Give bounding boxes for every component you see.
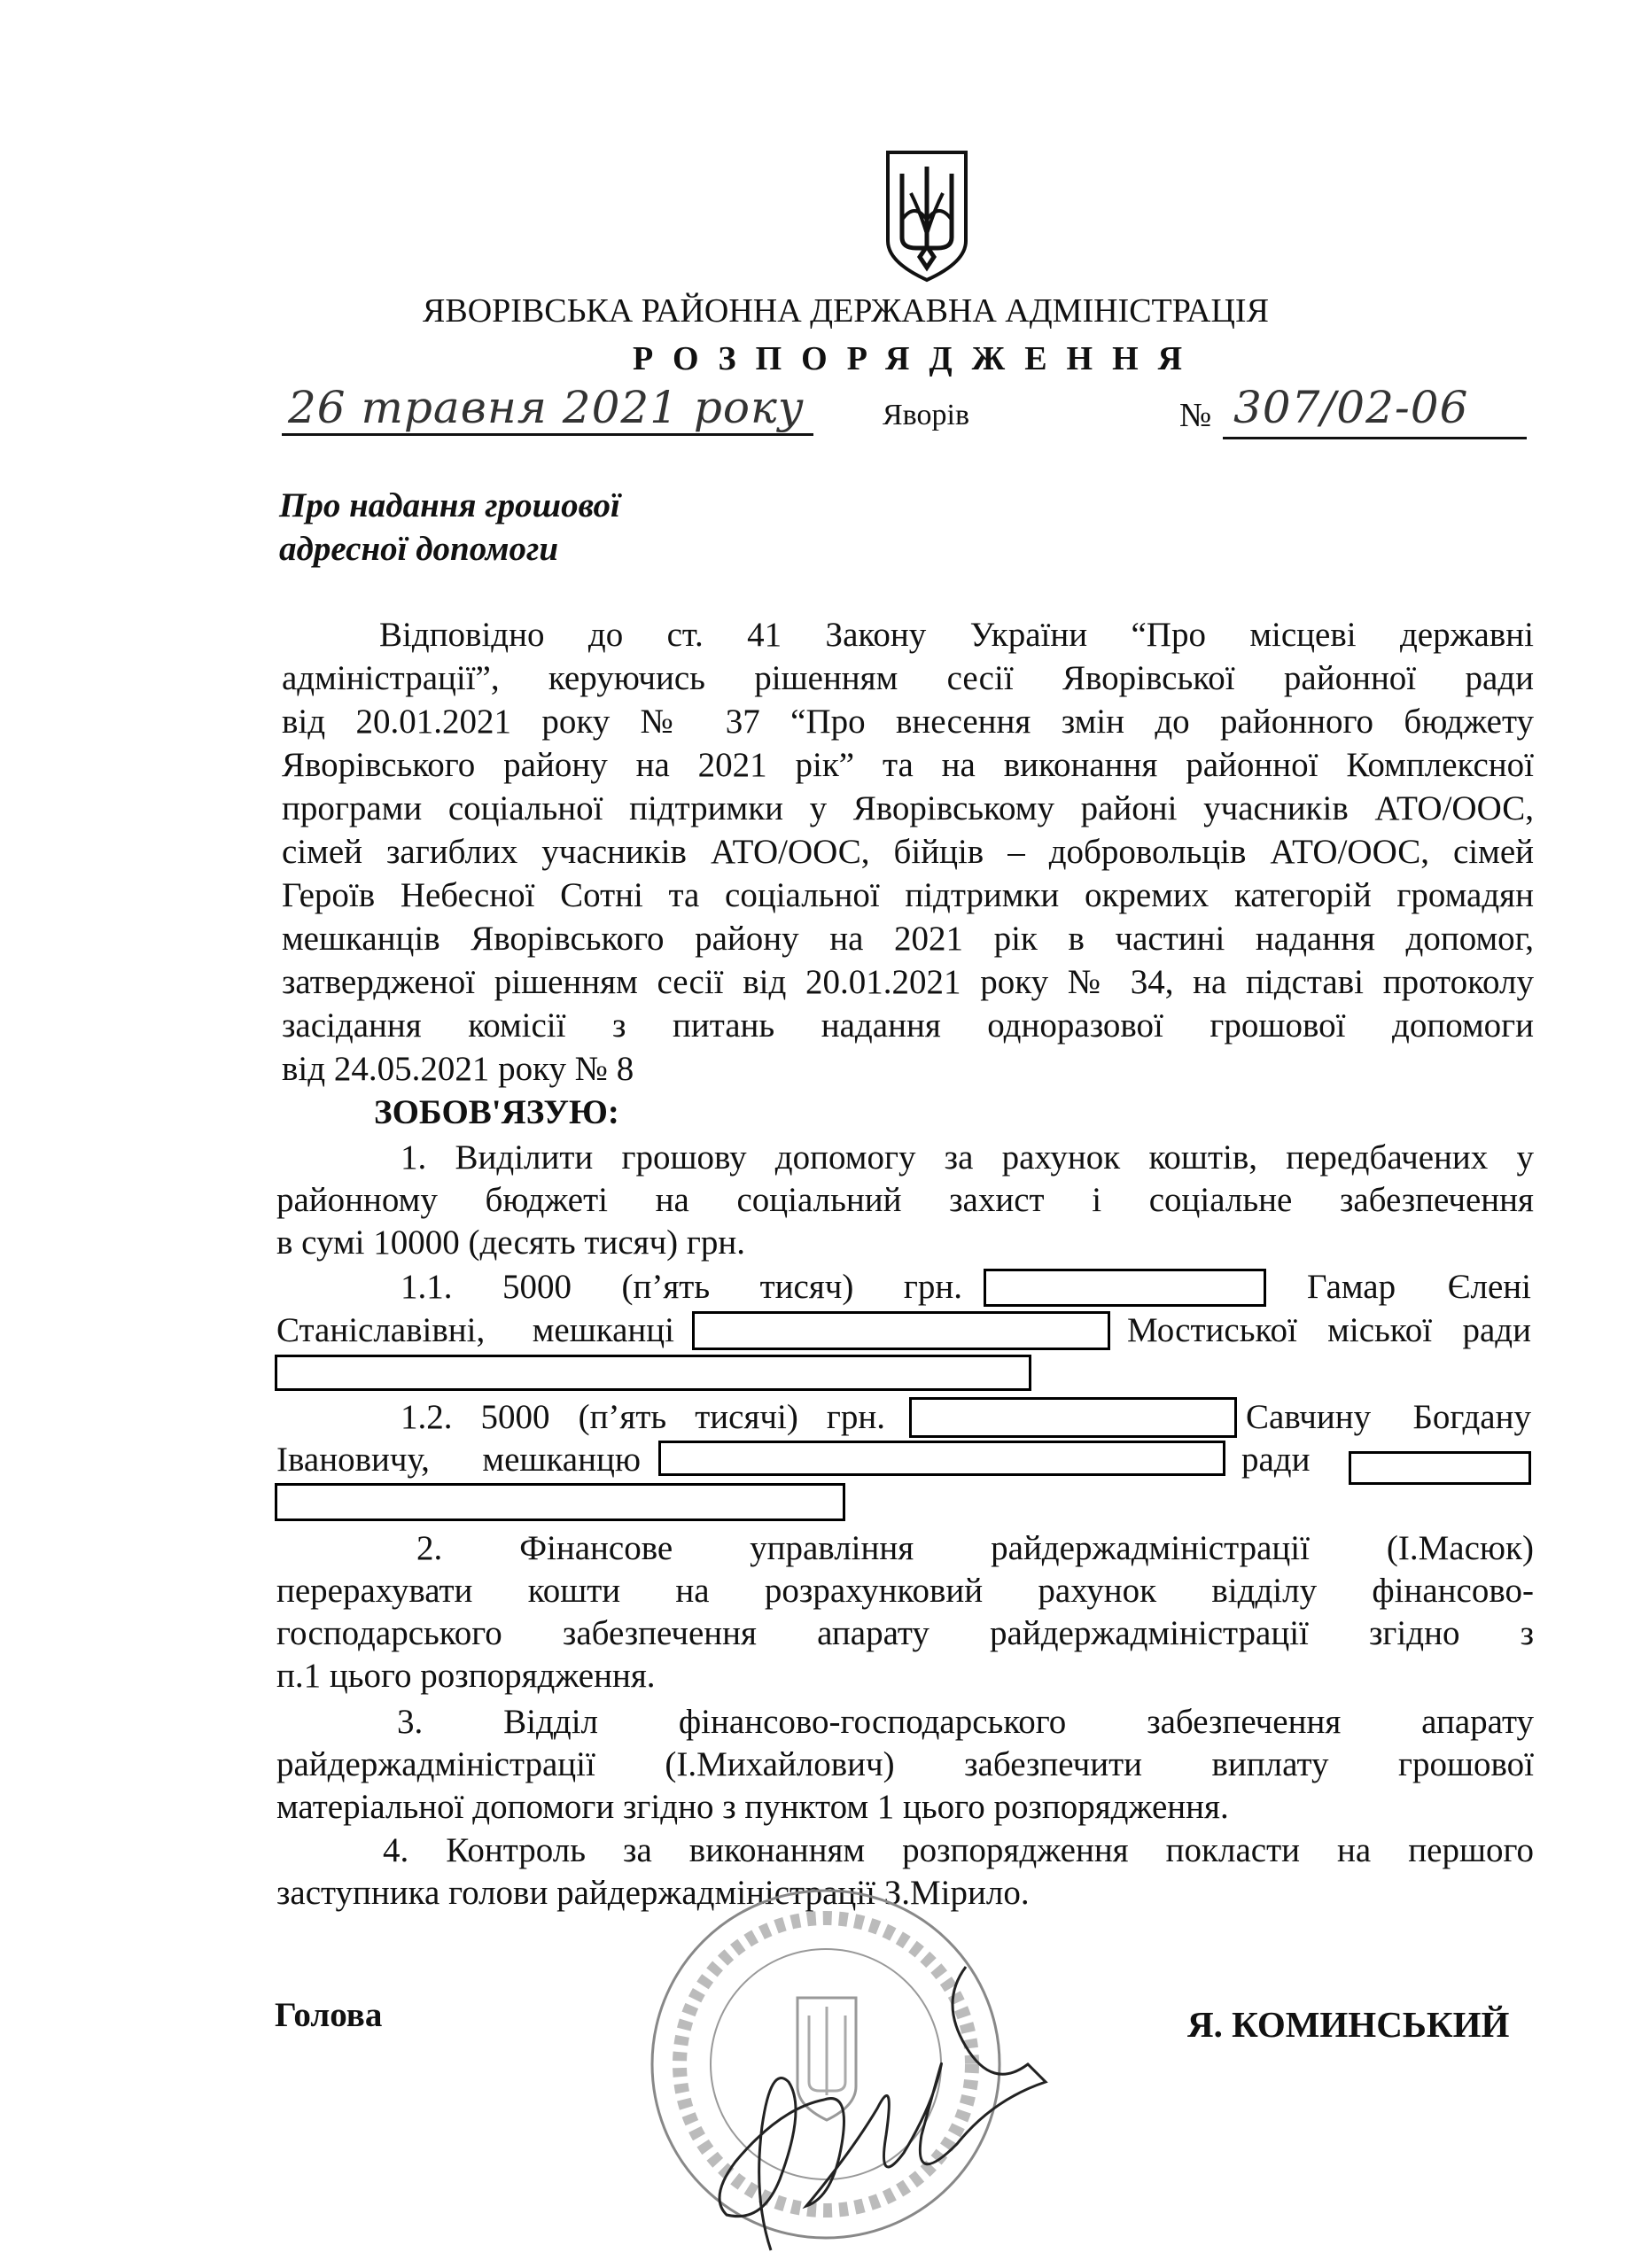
preamble-line: засідання комісії з питань надання одноразової грошової допомоги <box>282 1006 1534 1045</box>
preamble-line: від 20.01.2021 року № 37 “Про внесення змін до районного бюджету <box>282 703 1534 741</box>
redaction-box <box>275 1483 845 1521</box>
date-handwritten: 26 травня 2021 року <box>288 382 805 433</box>
redaction-box <box>1349 1451 1531 1485</box>
item2-line: 2. Фінансове управління райдержадміністрації (І.Масюк) <box>416 1529 1534 1567</box>
handwritten-signature <box>673 1931 1072 2268</box>
preamble-line: від 24.05.2021 року № 8 <box>282 1050 634 1088</box>
document-type: РОЗПОРЯДЖЕННЯ <box>633 340 1202 377</box>
signatory-position: Голова <box>275 1996 383 2034</box>
number-handwritten: 307/02-06 <box>1233 382 1469 433</box>
item1-line: в сумі 10000 (десять тисяч) грн. <box>276 1223 746 1262</box>
trident-emblem-icon <box>884 149 969 284</box>
preamble-line: Героїв Небесної Сотні та соціальної підтримки окремих категорій громадян <box>282 876 1534 914</box>
item1-1-lead: 1.1. 5000 (п’ять тисяч) грн. <box>401 1268 962 1306</box>
item3-line: матеріальної допомоги згідно з пунктом 1 цього розпорядження. <box>276 1788 1229 1826</box>
item2-line: господарського забезпечення апарату райдержадміністрації згідно з <box>276 1614 1534 1652</box>
item1-1-name: Гамар Єлені <box>1307 1268 1531 1306</box>
redaction-box <box>275 1355 1031 1391</box>
organization-name: ЯВОРІВСЬКА РАЙОННА ДЕРЖАВНА АДМІНІСТРАЦІЯ <box>423 292 1269 330</box>
oblige-heading: ЗОБОВ'ЯЗУЮ: <box>374 1093 619 1131</box>
subject-line: Про надання грошової <box>279 486 620 524</box>
redaction-box <box>909 1397 1237 1438</box>
preamble-line: Відповідно до ст. 41 Закону України “Про місцеві державні <box>379 616 1534 654</box>
preamble-line: адміністрації”, керуючись рішенням сесії Яворівської районної ради <box>282 659 1534 697</box>
preamble-line: затвердженої рішенням сесії від 20.01.2021 року № 34, на підставі протоколу <box>282 963 1534 1001</box>
number-underline <box>1223 437 1527 439</box>
redaction-box <box>692 1311 1110 1350</box>
item3-line: райдержадміністрації (І.Михайлович) забезпечити виплату грошової <box>276 1745 1534 1783</box>
signatory-name: Я. КОМИНСЬКИЙ <box>1187 2004 1510 2045</box>
item1-line: районному бюджеті на соціальний захист і соціальне забезпечення <box>276 1181 1534 1219</box>
item1-line: 1. Виділити грошову допомогу за рахунок коштів, передбачених у <box>401 1138 1534 1177</box>
item3-line: 3. Відділ фінансово-господарського забезпечення апарату <box>397 1703 1534 1741</box>
preamble-line: програми соціальної підтримки у Яворівському районі учасників АТО/ООС, <box>282 789 1534 827</box>
redaction-box <box>658 1441 1225 1476</box>
item4-line: заступника голови райдержадміністрації З.Мірило. <box>276 1874 1030 1912</box>
subject-line: адресної допомоги <box>279 530 559 568</box>
preamble-line: мешканців Яворівського району на 2021 рік в частині надання допомог, <box>282 920 1534 958</box>
item1-1-line2-lead: Станіславівні, мешканці <box>276 1311 674 1349</box>
place: Яворів <box>883 399 969 431</box>
item1-2-name: Савчину Богдану <box>1246 1398 1531 1436</box>
date-underline <box>282 433 813 436</box>
redaction-box <box>984 1269 1266 1307</box>
item1-2-lead: 1.2. 5000 (п’ять тисячі) грн. <box>401 1398 885 1436</box>
item2-line: перерахувати кошти на розрахунковий рахунок відділу фінансово- <box>276 1572 1534 1610</box>
number-label: № <box>1179 397 1212 434</box>
preamble-line: сімей загиблих учасників АТО/ООС, бійців – добровольців АТО/ООС, сімей <box>282 833 1534 871</box>
item1-2-line2-lead: Івановичу, мешканцю <box>276 1441 641 1479</box>
item4-line: 4. Контроль за виконанням розпорядження покласти на першого <box>383 1831 1534 1869</box>
item1-2-line2-tail: ради <box>1241 1441 1311 1479</box>
item1-1-line2-tail: Мостиської міської ради <box>1127 1311 1531 1349</box>
item2-line: п.1 цього розпорядження. <box>276 1657 656 1695</box>
preamble-line: Яворівського району на 2021 рік” та на виконання районної Комплексної <box>282 746 1534 784</box>
